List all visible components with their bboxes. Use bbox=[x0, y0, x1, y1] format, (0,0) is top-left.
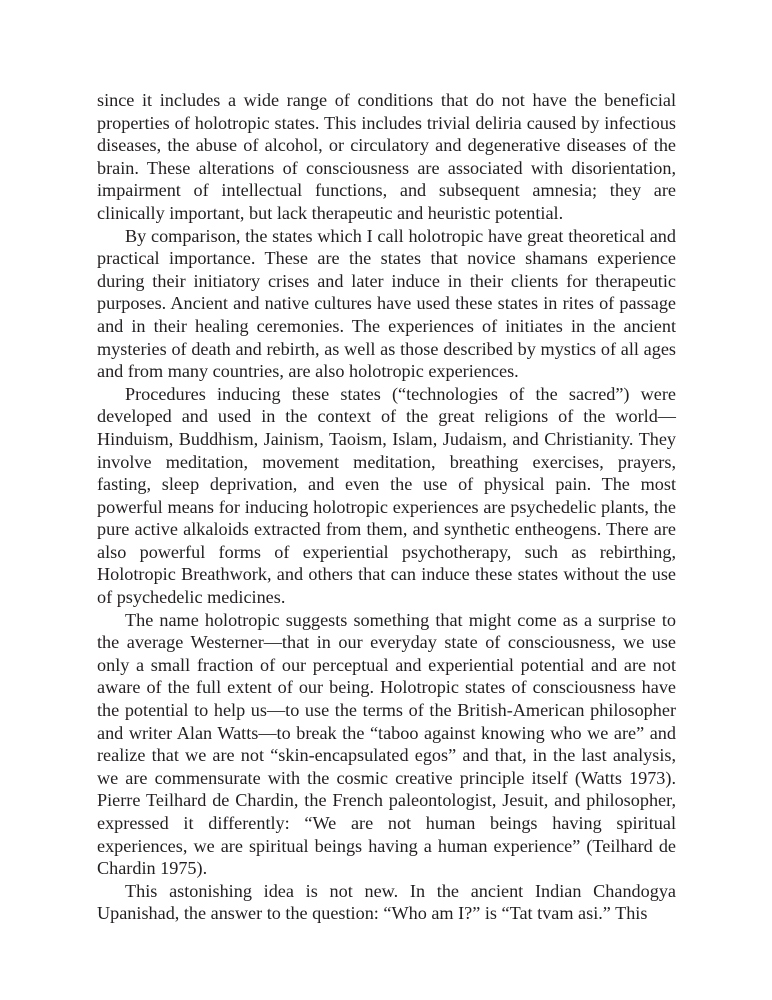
body-text bbox=[97, 89, 676, 925]
paragraph-holotropic-importance: By comparison, the states which I call holotropic have great theoretical and practical importance. These are the states that novice shamans experience during their initiatory crises and later induce in their clients for therapeutic purposes. Ancient and native cultures have used these states in rites of passage and in their healing ceremonies. The experiences of initiates in the ancient mysteries of death and rebirth, as well as those described by mystics of all ages and from many countries, are also holotropic experiences. bbox=[97, 225, 676, 382]
paragraph-technologies-of-sacred: Procedures inducing these states (“technologies of the sacred”) were developed and used in the context of the great religions of the world—Hinduism, Buddhism, Jainism, Taoism, Islam, Judaism, and Christianity. They involve meditation, movement meditation, breathing exercises, prayers, fasting, sleep deprivation, and even the use of physical pain. The most powerful means for inducing holotropic experiences are psychedelic plants, the pure active alkaloids extracted from them, and synthetic entheogens. There are also powerful forms of experiential psychotherapy, such as rebirthing, Holotropic Breathwork, and others that can induce these states without the use of psychedelic medicines. bbox=[97, 383, 676, 608]
paragraph-chandogya-upanishad: This astonishing idea is not new. In the ancient Indian Chandogya Upanishad, the answer to the question: “Who am I?” is “Tat tvam asi.” This bbox=[97, 880, 676, 924]
paragraph-name-holotropic: The name holotropic suggests something that might come as a surprise to the average Westerner—that in our everyday state of consciousness, we use only a small fraction of our perceptual and experiential potential and are not aware of the full extent of our being. Holotropic states of consciousness have the potential to help us—to use the terms of the British-American philosopher and writer Alan Watts—to break the “taboo against knowing who we are” and realize that we are not “skin-encapsulated egos” and that, in the last analysis, we are commensurate with the cosmic creative principle itself (Watts 1973). Pierre Teilhard de Chardin, the French paleontologist, Jesuit, and philosopher, expressed it differently: “We are not human beings having spiritual experiences, we are spiritual beings having a human experience” (Teilhard de Chardin 1975). bbox=[97, 609, 676, 879]
paragraph-continuation: since it includes a wide range of conditions that do not have the beneficial properties of holotropic states. This includes trivial deliria caused by infectious diseases, the abuse of alcohol, or circulatory and degenerative diseases of the brain. These alterations of consciousness are associated with disorientation, impairment of intellectual functions, and subsequent amnesia; they are clinically important, but lack therapeutic and heuristic potential. bbox=[97, 90, 676, 223]
